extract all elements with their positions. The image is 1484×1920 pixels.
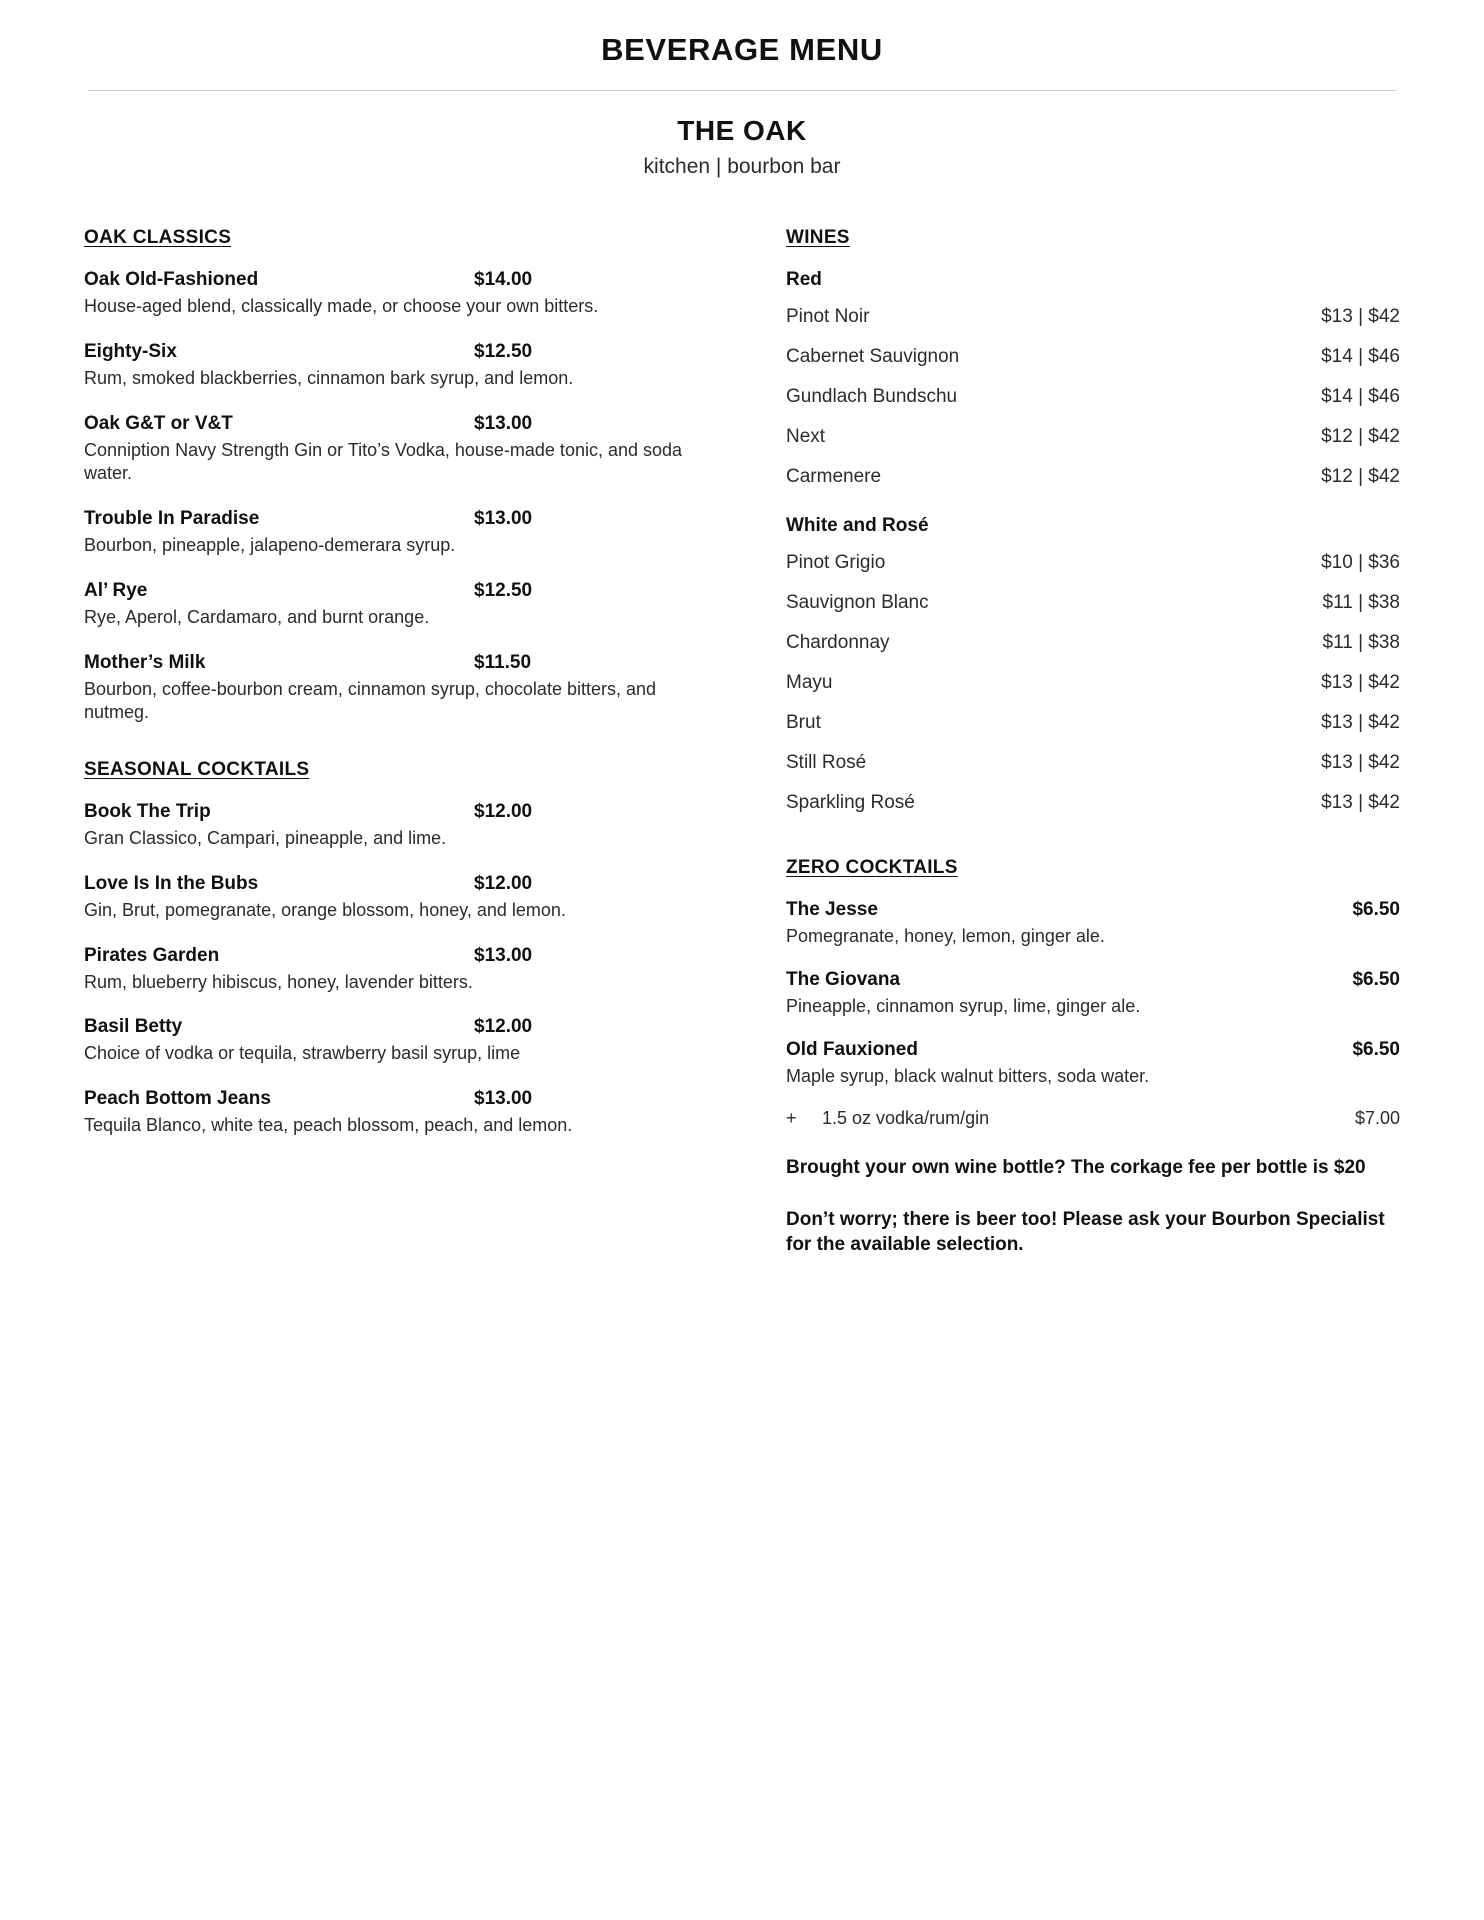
wine-name: Mayu bbox=[786, 672, 833, 693]
wine-row bbox=[786, 583, 1400, 623]
addon-price: $7.00 bbox=[1354, 1108, 1400, 1129]
menu-item bbox=[84, 873, 698, 923]
addon-label: 1.5 oz vodka/rum/gin bbox=[822, 1108, 990, 1129]
item-description: Bourbon, pineapple, jalapeno-demerara syrup. bbox=[84, 535, 456, 555]
item-price: $11.50 bbox=[474, 651, 532, 673]
menu-item bbox=[786, 1039, 1400, 1089]
item-name: Basil Betty bbox=[84, 1016, 183, 1038]
menu-item bbox=[786, 899, 1400, 949]
menu-item bbox=[786, 969, 1400, 1019]
item-price: $12.50 bbox=[474, 579, 533, 601]
item-description: Rum, blueberry hibiscus, honey, lavender bitters. bbox=[84, 971, 473, 992]
item-description: Rum, smoked blackberries, cinnamon bark syrup, and lemon. bbox=[84, 367, 574, 388]
menu-item bbox=[84, 580, 698, 630]
wine-row bbox=[786, 663, 1400, 703]
item-description: House-aged blend, classically made, or choose your own bitters. bbox=[84, 296, 599, 316]
item-description: Pineapple, cinnamon syrup, lime, ginger ale. bbox=[786, 995, 1141, 1016]
wine-name: Gundlach Bundschu bbox=[786, 386, 958, 407]
left-column bbox=[84, 227, 698, 1258]
wine-name: Pinot Grigio bbox=[786, 552, 886, 573]
wine-price: $10 | $36 bbox=[1321, 552, 1400, 573]
item-description: Tequila Blanco, white tea, peach blossom, peach, and lemon. bbox=[84, 1115, 573, 1135]
wine-name: Chardonnay bbox=[786, 632, 890, 653]
wine-group-white-rose bbox=[786, 515, 1400, 823]
beer-note: Don’t worry; there is beer too! Please ask your Bourbon Specialist for the available selection. bbox=[786, 1208, 1385, 1256]
item-description: Choice of vodka or tequila, strawberry basil syrup, lime bbox=[84, 1043, 521, 1064]
item-price: $6.50 bbox=[1352, 899, 1400, 920]
wine-name: Pinot Noir bbox=[786, 306, 870, 327]
menu-columns bbox=[0, 227, 1484, 1258]
item-price: $13.00 bbox=[474, 1088, 533, 1109]
wine-row bbox=[786, 297, 1400, 337]
title-divider bbox=[88, 90, 1396, 91]
wine-price: $13 | $42 bbox=[1321, 306, 1400, 327]
wine-price: $13 | $42 bbox=[1321, 752, 1400, 773]
item-description: Bourbon, coffee-bourbon cream, cinnamon syrup, chocolate bitters, and nutmeg. bbox=[84, 678, 657, 723]
item-description: Conniption Navy Strength Gin or Tito’s Vodka, house-made tonic, and soda water. bbox=[84, 439, 683, 484]
item-name: The Jesse bbox=[786, 899, 878, 920]
wine-price: $14 | $46 bbox=[1321, 346, 1400, 367]
item-name: Oak G&T or V&T bbox=[84, 412, 233, 434]
wine-price: $12 | $42 bbox=[1321, 426, 1400, 447]
wine-row bbox=[786, 743, 1400, 783]
wine-name: Cabernet Sauvignon bbox=[786, 346, 960, 367]
menu-item bbox=[84, 413, 698, 487]
wine-group-title: White and Rosé bbox=[786, 515, 929, 536]
wine-price: $13 | $42 bbox=[1321, 792, 1400, 813]
wine-name: Still Rosé bbox=[786, 752, 867, 773]
wine-row bbox=[786, 337, 1400, 377]
wine-name: Sauvignon Blanc bbox=[786, 592, 929, 613]
menu-item bbox=[84, 945, 698, 995]
wine-group-red bbox=[786, 269, 1400, 497]
menu-item bbox=[84, 801, 698, 851]
brand-tagline: kitchen | bourbon bar bbox=[643, 155, 841, 178]
item-price: $12.00 bbox=[474, 801, 533, 822]
section-heading-zero-cocktails: ZERO COCKTAILS bbox=[786, 857, 958, 878]
wine-price: $11 | $38 bbox=[1322, 592, 1400, 613]
item-name: Oak Old-Fashioned bbox=[84, 269, 259, 290]
addon-row bbox=[786, 1108, 1400, 1129]
corkage-note: Brought your own wine bottle? The corkage fee per bottle is $20 bbox=[786, 1157, 1366, 1179]
wine-price: $13 | $42 bbox=[1321, 672, 1400, 693]
item-price: $13.00 bbox=[474, 508, 533, 529]
wine-row bbox=[786, 417, 1400, 457]
item-description: Gin, Brut, pomegranate, orange blossom, honey, and lemon. bbox=[84, 899, 566, 920]
item-price: $12.00 bbox=[474, 1016, 533, 1038]
menu-item bbox=[84, 508, 698, 558]
item-name: Mother’s Milk bbox=[84, 651, 206, 673]
item-price: $6.50 bbox=[1352, 968, 1400, 990]
item-name: Pirates Garden bbox=[84, 944, 220, 966]
item-name: Trouble In Paradise bbox=[84, 508, 260, 529]
wine-row bbox=[786, 457, 1400, 497]
menu-item bbox=[84, 1016, 698, 1066]
wine-price: $12 | $42 bbox=[1321, 466, 1400, 487]
wine-price: $14 | $46 bbox=[1321, 386, 1400, 407]
right-column bbox=[770, 227, 1400, 1258]
item-price: $12.50 bbox=[474, 340, 533, 362]
plus-icon: + bbox=[786, 1108, 797, 1129]
item-name: Peach Bottom Jeans bbox=[84, 1088, 271, 1109]
wine-row bbox=[786, 783, 1400, 823]
menu-item bbox=[84, 341, 698, 391]
menu-item bbox=[84, 269, 698, 319]
wine-name: Sparkling Rosé bbox=[786, 792, 915, 813]
item-price: $12.00 bbox=[474, 872, 533, 894]
wine-name: Brut bbox=[786, 712, 821, 733]
item-price: $14.00 bbox=[474, 269, 533, 290]
wine-name: Carmenere bbox=[786, 466, 882, 487]
item-price: $6.50 bbox=[1352, 1038, 1400, 1060]
item-description: Rye, Aperol, Cardamaro, and burnt orange. bbox=[84, 606, 430, 627]
item-name: Old Fauxioned bbox=[786, 1038, 918, 1060]
brand-name: THE OAK bbox=[677, 115, 807, 146]
wine-group-title: Red bbox=[786, 269, 822, 290]
wine-row bbox=[786, 623, 1400, 663]
wine-row bbox=[786, 377, 1400, 417]
item-name: Love Is In the Bubs bbox=[84, 872, 259, 894]
section-heading-seasonal-cocktails: SEASONAL COCKTAILS bbox=[84, 759, 310, 780]
item-price: $13.00 bbox=[474, 944, 533, 966]
menu-item bbox=[84, 652, 698, 726]
item-description: Maple syrup, black walnut bitters, soda water. bbox=[786, 1065, 1150, 1086]
section-heading-oak-classics: OAK CLASSICS bbox=[84, 227, 232, 248]
wine-price: $13 | $42 bbox=[1321, 712, 1400, 733]
wine-name: Next bbox=[786, 426, 826, 447]
item-name: Al’ Rye bbox=[84, 579, 148, 601]
item-name: Eighty-Six bbox=[84, 340, 177, 362]
item-description: Pomegranate, honey, lemon, ginger ale. bbox=[786, 926, 1105, 946]
item-price: $13.00 bbox=[474, 412, 533, 434]
wine-row bbox=[786, 543, 1400, 583]
wine-price: $11 | $38 bbox=[1322, 632, 1400, 653]
item-description: Gran Classico, Campari, pineapple, and lime. bbox=[84, 828, 447, 848]
item-name: The Giovana bbox=[786, 968, 901, 990]
wine-row bbox=[786, 703, 1400, 743]
menu-item bbox=[84, 1088, 698, 1138]
section-heading-wines: WINES bbox=[786, 227, 850, 248]
page-title: BEVERAGE MENU bbox=[601, 32, 883, 67]
item-name: Book The Trip bbox=[84, 801, 211, 822]
